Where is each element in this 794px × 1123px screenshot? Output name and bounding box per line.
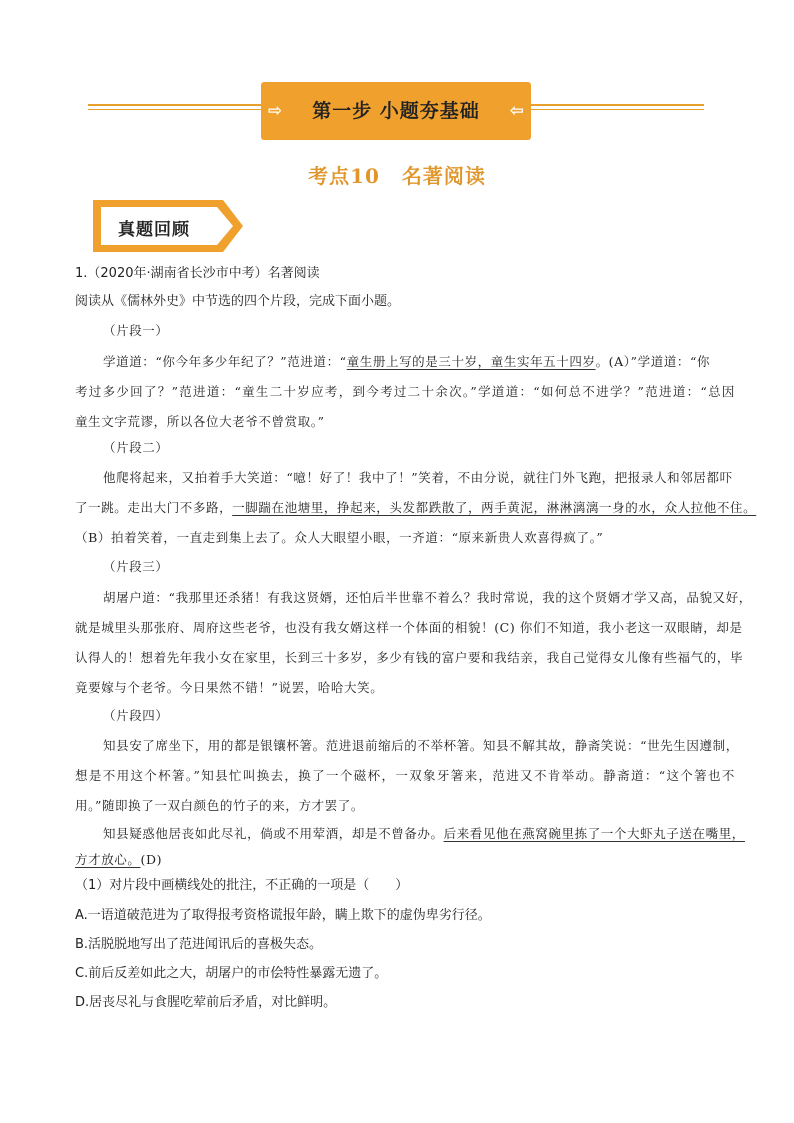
passage3-line4: 竟要嫁与个老爷。今日果然不错！”说罢，哈哈大笑。	[75, 680, 384, 695]
underlined-text-d: 后来看见他在燕窝碗里拣了一个大虾丸子送在嘴里，	[443, 826, 745, 841]
passage1-line3: 童生文字荒谬，所以各位大老爷不曾赏取。”	[75, 414, 325, 429]
passage2-text: 了一跳。走出大门不多路，	[75, 500, 233, 515]
passage4-line4	[103, 824, 745, 844]
passage4-line1: 知县安了席坐下，用的都是银镶杯箸。范进退前缩后的不举杯箸。知县不解其故，静斋笑说：“世先生因遵制，	[103, 738, 739, 753]
point-name: 名著阅读	[401, 164, 486, 188]
passage2-line1: 他爬将起来，又拍着手大笑道：“噫！好了！我中了！”笑着，不由分说，就往门外飞跑，把报录人和邻居都吓	[103, 470, 733, 485]
right-arrow-icon: ⇨	[268, 101, 283, 121]
passage4-label: （片段四）	[103, 708, 169, 723]
passage4-line2: 想是不用这个杯箸。”知县忙叫换去，换了一个磁杯，一双象牙箸来，范进又不肯举动。静斋道：“这个箸也不	[75, 768, 735, 783]
passage1-label: （片段一）	[103, 323, 169, 338]
passage2-label: （片段二）	[103, 440, 169, 455]
passage4-text: 知县疑惑他居丧如此尽礼，倘或不用荤酒，却是不曾备办。	[103, 826, 444, 841]
passage3-line3: 认得人的！想着先年我小女在家里，长到三十多岁，多少有钱的富户要和我结亲，我自己觉得女儿像有些福气的，毕	[75, 650, 744, 665]
section-banner	[88, 82, 704, 140]
passage1-line2: 考过多少回了？”范进道：“童生二十岁应考，到今考过二十余次。”学道道：“如何总不进学？”范进道：“总因	[75, 384, 735, 399]
banner-title: 第一步 小题夯基础	[312, 100, 480, 122]
underlined-text-d-cont: 方才放心。	[75, 852, 141, 867]
passage1-text: 学道道：“你今年多少年纪了？”范进道：“	[103, 354, 347, 369]
option-c: C.前后反差如此之大，胡屠户的市侩特性暴露无遗了。	[75, 966, 388, 981]
passage1-text: 。(A）”学道道：“你	[595, 354, 711, 369]
passage3-line1: 胡屠户道：“我那里还杀猪！有我这贤婿，还怕后半世靠不着么？我时常说，我的这个贤婿才学又高，品貌又好，	[103, 590, 752, 605]
sub-question: （1）对片段中画横线处的批注，不正确的一项是（ ）	[75, 878, 409, 893]
passage2-line2	[75, 498, 757, 518]
passage1-line1	[103, 352, 735, 372]
passage3-label: （片段三）	[103, 559, 169, 574]
underlined-text-a: 童生册上写的是三十岁，童生实年五十四岁	[346, 354, 596, 369]
underlined-text-b: 一脚踹在池塘里，挣起来，头发都跌散了，两手黄泥，淋淋漓漓一身的水，众人拉他不住。	[232, 500, 757, 515]
passage2-line3: （B）拍着笑着，一直走到集上去了。众人大眼望小眼，一齐道：“原来新贵人欢喜得疯了。”	[75, 530, 604, 545]
question-header: 1.（2020年·湖南省长沙市中考）名著阅读	[75, 266, 320, 281]
option-d: D.居丧尽礼与食腥吃荤前后矛盾，对比鲜明。	[75, 995, 337, 1010]
passage4-text: (D)	[140, 852, 163, 867]
passage3-line2: 就是城里头那张府、周府这些老爷，也没有我女婿这样一个体面的相貌！(C) 你们不知道，我小老这一双眼睛，却是	[75, 620, 743, 635]
passage4-line3: 用。”随即换了一双白颜色的竹子的来，方才罢了。	[75, 798, 364, 813]
option-a: A.一语道破范进为了取得报考资格谎报年龄，瞒上欺下的虚伪卑劣行径。	[75, 908, 491, 923]
question-instruction: 阅读从《儒林外史》中节选的四个片段，完成下面小题。	[75, 294, 401, 309]
page-title	[0, 160, 794, 189]
section-tag	[93, 200, 243, 252]
section-tag-label: 真题回顾	[118, 220, 190, 240]
left-arrow-icon: ⇦	[509, 101, 524, 121]
passage4-line5	[75, 850, 735, 870]
banner-box	[261, 82, 531, 140]
option-b: B.活脱脱地写出了范进闻讯后的喜极失态。	[75, 937, 323, 952]
point-number: 考点10	[308, 164, 380, 188]
